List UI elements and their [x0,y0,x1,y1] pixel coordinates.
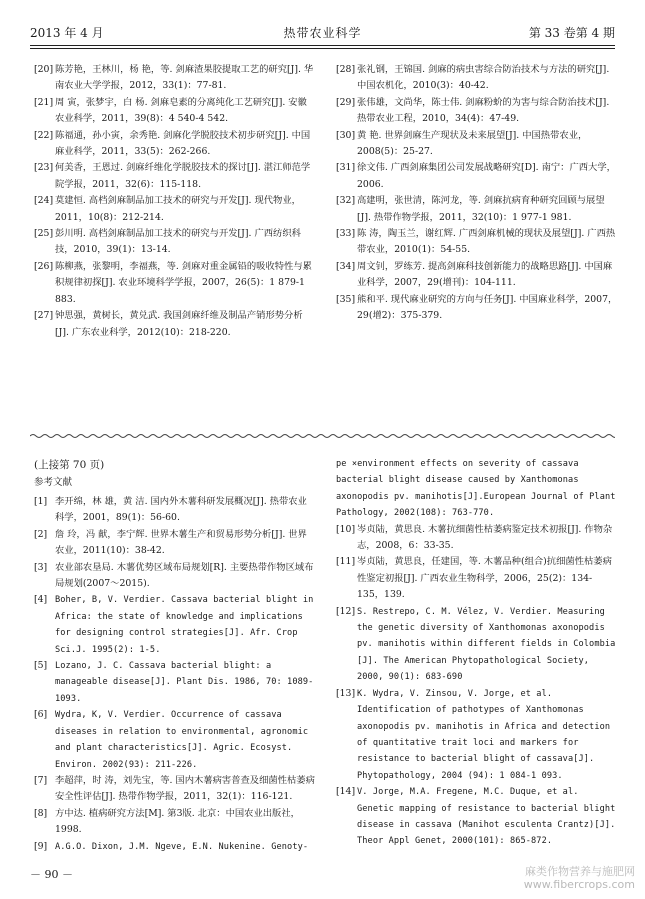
page-number: － 90 － [30,868,73,881]
reference-entry [336,259,618,292]
reference-text: 李开绵，林 雄，黄 洁. 国内外木薯科研发展概况[J]. 热带农业科学，2001，89(1)：56-60. [55,496,307,524]
reference-number: [25] [34,228,54,240]
bottom-left-references [34,494,316,855]
reference-text: S. Restrepo, C. M. Vélez, V. Verdier. Measuring the genetic diversity of Xanthomonas axonopodis pv. manihotis within different fields in Colombia [J]. The American Phytopathological Society, 2000, 90(1): 683-690 [357,606,616,683]
reference-number: [34] [336,260,356,272]
reference-entry [336,62,618,95]
volume-issue: 第 33 卷第 4 期 [528,26,615,40]
reference-text: V. Jorge, M.A. Fregene, M.C. Duque, et al. Genetic mapping of resistance to bacterial blight disease in cassava (Manihot esculenta Crantz)[J]. Theor Appl Genet, 2000(101): 865-872. [357,787,616,847]
reference-text: 熊和平. 现代麻业研究的方向与任务[J]. 中国麻业科学，2007，29(增2)：375-379. [357,293,618,322]
issue-date: 2013 年 4 月 [30,26,104,40]
reference-entry [336,784,618,850]
bottom-right-references [336,456,618,850]
reference-number: [21] [34,96,54,108]
reference-entry [34,308,316,341]
reference-number: [28] [336,64,356,75]
reference-number: [29] [336,96,356,108]
watermark-site-name: 麻类作物营养与施肥网 [525,865,635,878]
reference-number: [35] [336,293,356,305]
reference-number: [4] [34,594,48,606]
reference-entry [34,806,316,839]
reference-entry [336,226,618,259]
reference-number: [23] [34,162,54,174]
reference-number: [22] [34,129,54,141]
reference-number: [31] [336,162,356,174]
reference-entry [34,707,316,773]
running-header [30,24,615,46]
reference-entry [336,456,618,522]
reference-text: 陈福通，孙小寅，余秀艳. 剑麻化学脱胶技术初步研究[J]. 中国麻业科学，2011，33(5)：262-266. [55,129,311,158]
top-left-references [34,62,316,341]
reference-entry [34,773,316,806]
reference-entry [336,95,618,128]
reference-number: [5] [34,660,48,672]
reference-text: A.G.O. Dixon, J.M. Ngeve, E.N. Nukenine. Genoty- [55,841,309,852]
reference-text: 陈芳艳，王林川，杨 艳，等. 剑麻渣果胶提取工艺的研究[J]. 华南农业大学学报，2012，33(1)：77-81. [55,64,314,92]
reference-number: [3] [34,561,48,573]
reference-text: 高建明，张世清，陈河龙，等. 剑麻抗病育种研究回顾与展望[J]. 热带作物学报，2011，32(10)：1 977-1 981. [357,195,605,223]
reference-entry [34,839,316,855]
reference-number: [14] [336,786,356,798]
header-rule-thin [30,48,615,49]
reference-entry [34,259,316,308]
reference-text: Wydra, K, V. Verdier. Occurrence of cassava diseases in relation to environmental, agronomic and plant characteristics[J]. Agric. Ecosyst. Environ. 2002(93): 211-226. [55,710,309,770]
reference-number: [1] [34,496,48,507]
reference-text: 张礼钢，王锦国. 剑麻的病虫害综合防治技术与方法的研究[J]. 中国农机化，2010(3)：40-42. [357,64,610,92]
reference-number: [8] [34,807,48,819]
top-right-references [336,62,618,325]
reference-text: 何美香，王恩过. 剑麻纤维化学脱胶技术的探讨[J]. 湛江师范学院学报，2011，32(6)：115-118. [55,162,311,190]
reference-text: 徐文伟. 广西剑麻集团公司发展战略研究[D]. 南宁：广西大学，2006. [357,162,616,190]
reference-text: K. Wydra, V. Zinsou, V. Jorge, et al. Identification of pathotypes of Xanthomonas axonopodis pv. manihotis in Africa and detection of quantitative trait loci and markers for resistance to bacterial blight of cassava[J]. Phytopathology, 2004 (94): 1 084-1 093. [357,688,611,781]
reference-text: 陈 涛，陶玉兰，谢红辉. 广西剑麻机械的现状及展望[J]. 广西热带农业，2010(1)：54-55. [357,228,616,256]
reference-entry [336,554,618,603]
reference-text: 黄 艳. 世界剑麻生产现状及未来展望[J]. 中国热带农业，2008(5)：25-27. [357,129,588,158]
reference-entry [34,494,316,527]
reference-number: [11] [336,556,356,568]
reference-entry [336,193,618,226]
reference-text: 莫建恒. 高档剑麻制品加工技术的研究与开发[J]. 现代物业，2011，10(8)：212-214. [55,195,301,223]
continued-from-note: (上接第 70 页) [34,459,105,471]
reference-entry [336,292,618,325]
reference-entry [34,95,316,128]
reference-entry [34,62,316,95]
reference-entry [34,658,316,707]
header-rule [30,45,615,46]
reference-text: 钟思强，黄树长，黄兑武. 我国剑麻纤维及制品产销形势分析[J]. 广东农业科学，2012(10)：218-220. [55,310,303,338]
section-divider-wavy [30,432,615,440]
reference-number: [30] [336,129,356,141]
references-title: 参考文献 [34,477,73,488]
reference-text: 农业部农垦局. 木薯优势区域布局规划[R]. 主要热带作物区域布局规划(2007～2015). [55,561,314,590]
reference-entry [34,592,316,658]
reference-text: Lozano, J. C. Cassava bacterial blight: a manageable disease[J]. Plant Dis. 1986, 70: 1089-1093. [55,661,314,704]
reference-number: [27] [34,310,54,322]
reference-number: [13] [336,687,356,699]
reference-entry [336,160,618,193]
reference-entry [34,193,316,226]
journal-name: 热带农业科学 [283,26,362,40]
reference-number: [32] [336,195,356,207]
reference-number: [24] [34,195,54,207]
bottom-left-section [34,456,316,855]
reference-entry [34,527,316,560]
reference-number: [7] [34,774,48,786]
reference-number: [10] [336,523,356,535]
reference-number: [2] [34,528,48,540]
reference-number: [12] [336,605,356,617]
reference-text: 方中达. 植病研究方法[M]. 第3版. 北京：中国农业出版社，1998. [55,807,300,836]
reference-entry [336,686,618,784]
reference-number: [33] [336,228,356,240]
reference-text: 詹 玲，冯 献，李宁辉. 世界木薯生产和贸易形势分析[J]. 世界农业，2011(10)：38-42. [55,528,307,557]
reference-number: [20] [34,64,54,75]
reference-text: 周文钊，罗练芳. 提高剑麻科技创新能力的战略思路[J]. 中国麻业科学，2007，29(增刊)：104-111. [357,260,613,289]
reference-entry [34,128,316,161]
reference-number: [9] [34,840,48,852]
watermark [524,865,635,891]
reference-entry [336,522,618,555]
reference-entry [34,226,316,259]
reference-text: 张伟雄，文尚华，陈士伟. 剑麻粉蚧的为害与综合防治技术[J]. 热带农业工程，2010，34(4)：47-49. [357,96,610,125]
reference-text: pe ×environment effects on severity of cassava bacterial blight disease caused by Xanthomonas axonopodis pv. manihotis[J].European Journal of Plant Pathology, 2002(108): 763-770. [336,459,616,519]
reference-text: 周 寅，张梦宇，白 杨. 剑麻皂素的分离纯化工艺研究[J]. 安徽农业科学，2011，39(8)：4 540-4 542. [55,96,307,125]
reference-text: Boher, B, V. Verdier. Cassava bacterial blight in Africa: the state of knowledge and implications for designing control strategies[J]. Afr. Crop Sci.J. 1995(2): 1-5. [55,595,314,655]
reference-text: 岑贞陆，黄思良，任建国，等. 木薯品种(组合)抗细菌性枯萎病性鉴定初报[J]. 广西农业生物科学，2006，25(2)：134-135，139. [357,556,612,601]
reference-entry [34,560,316,593]
reference-entry [336,604,618,686]
reference-text: 李超萍，时 涛，刘先宝，等. 国内木薯病害普查及细菌性枯萎病安全性评估[J]. 热带作物学报，2011，32(1)：116-121. [55,774,315,803]
reference-number: [26] [34,260,54,272]
reference-text: 彭川明. 高档剑麻制品加工技术的研究与开发[J]. 广西纺织科技，2010，39(1)：13-14. [55,228,301,256]
reference-entry [34,160,316,193]
reference-text: 岑贞陆，黄思良. 木薯抗细菌性枯萎病鉴定技术初报[J]. 作物杂志，2008，6：33-35. [357,523,613,552]
watermark-url: www.fibercrops.com [523,878,635,891]
reference-text: 陈柳燕，张黎明，李福燕，等. 剑麻对重金属铅的吸收特性与累积规律初探[J]. 农业环境科学学报，2007，26(5)：1 879-1 883. [55,260,312,305]
reference-number: [6] [34,709,48,721]
reference-entry [336,128,618,161]
